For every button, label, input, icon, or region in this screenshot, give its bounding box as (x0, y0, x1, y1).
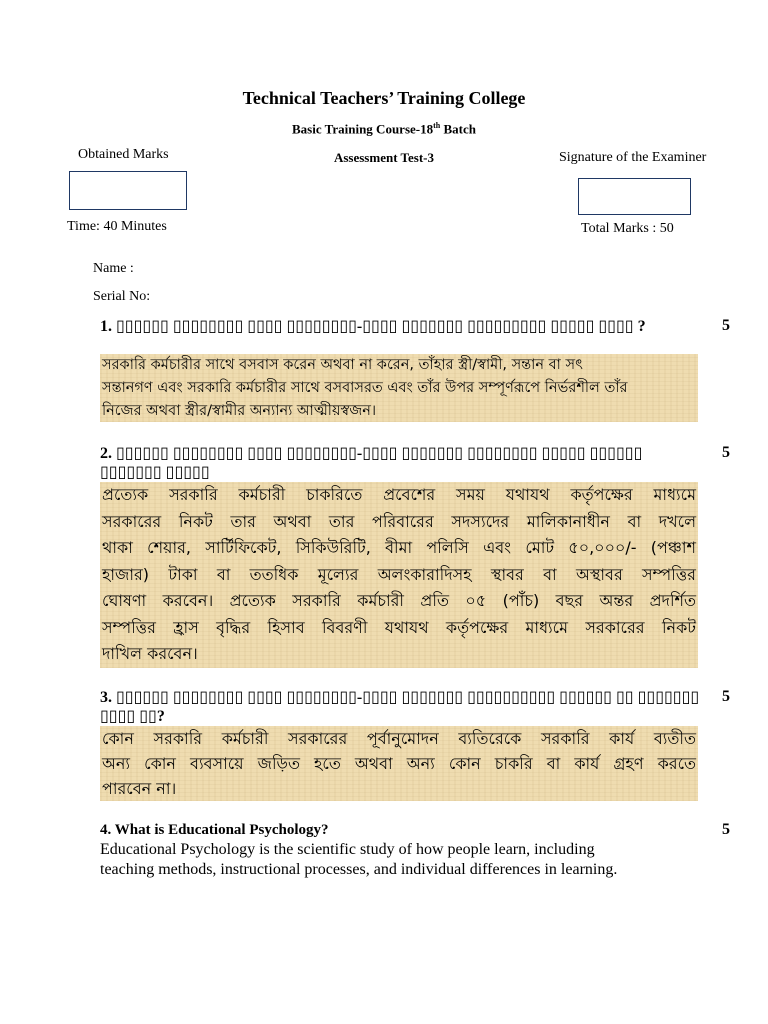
question-prompt: What is Educational Psychology? (114, 822, 329, 838)
answer-line: দাখিল করবেন। (102, 644, 198, 663)
answer-line: অন্য কোন ব্যবসায়ে জড়িত হতে অথবা অন্য কোন চাকরি বা কার্য গ্রহণ করতে (102, 754, 696, 773)
answer-line: কোন সরকারি কর্মচারী সরকারের পূর্বানুমোদন ব্যতিরেকে সরকারি কার্য ব্যতীত (102, 729, 696, 748)
obtained-marks-box[interactable] (69, 171, 187, 210)
answer-line: প্রত্যেক সরকারি কর্মচারী চাকরিতে প্রবেশের সময় যথাযথ কর্তৃপক্ষের মাধ্যমে (102, 485, 696, 504)
course-subtitle (0, 121, 768, 137)
question-4-marks: 5 (722, 821, 730, 838)
question-3-answer (100, 726, 698, 801)
name-label: Name : (93, 261, 134, 276)
question-3-marks: 5 (722, 688, 730, 705)
answer-line: Educational Psychology is the scientific study of how people learn, including (100, 841, 595, 858)
question-number: 1. (100, 318, 112, 335)
answer-line: পারবেন না। (102, 779, 177, 798)
batch-text: Batch (440, 121, 476, 137)
time-label: Time: 40 Minutes (67, 219, 167, 234)
answer-line: সম্পত্তির হ্রাস বৃদ্ধির হিসাব বিবরণী যথাযথ কর্তৃপক্ষের মাধ্যমে সরকারের নিকট (102, 617, 696, 637)
question-prompt: ▯▯▯▯▯▯ ▯▯▯▯▯▯▯▯ ▯▯▯▯ ▯▯▯▯▯▯▯▯-▯▯▯▯ ▯▯▯▯▯▯▯ ▯▯▯▯▯▯▯▯▯▯ ▯▯▯▯▯▯ ▯▯ ▯▯▯▯▯▯▯ ▯▯▯▯ ▯▯? (100, 689, 700, 725)
serial-label: Serial No: (93, 289, 151, 304)
answer-line: সন্তানগণ এবং সরকারি কর্মচারীর সাথে বসবাসরত এবং তাঁর উপর সম্পূর্ণরূপে নির্ভরশীল তাঁর (102, 380, 628, 396)
answer-line: teaching methods, instructional processes, and individual differences in learning. (100, 861, 618, 878)
page-title: Technical Teachers’ Training College (242, 88, 526, 108)
question-1-marks: 5 (722, 317, 730, 334)
question-2-marks: 5 (722, 444, 730, 461)
answer-line: হাজার) টাকা বা ততধিক মূল্যের অলংকারাদিসহ স্থাবর বা অস্থাবর সম্পত্তির (102, 564, 696, 584)
answer-line: থাকা শেয়ার, সার্টিফিকেট, সিকিউরিটি, বীমা পলিসি এবং মোট ৫০,০০০/- (পঞ্চাশ (102, 538, 696, 557)
course-name: Basic Training Course-18 (292, 121, 434, 137)
question-1-answer (100, 354, 698, 422)
question-number: 3. (100, 689, 112, 706)
answer-line: সরকারের নিকট তার অথবা তার পরিবারের সদস্যদের মালিকানাধীন বা দখলে (102, 511, 696, 531)
answer-line: সরকারি কর্মচারীর সাথে বসবাস করেন অথবা না করেন, তাঁহার স্ত্রী/স্বামী, সন্তান বা সৎ (102, 357, 583, 373)
question-prompt: ▯▯▯▯▯▯ ▯▯▯▯▯▯▯▯ ▯▯▯▯ ▯▯▯▯▯▯▯▯-▯▯▯▯ ▯▯▯▯▯▯▯ ▯▯▯▯▯▯▯▯ ▯▯▯▯▯ ▯▯▯▯▯▯ ▯▯▯▯▯▯▯ ▯▯▯▯▯ (100, 445, 643, 481)
total-marks-label: Total Marks : 50 (581, 221, 674, 236)
ordinal-suffix: th (433, 121, 441, 130)
question-4-answer (100, 840, 710, 880)
signature-box[interactable] (578, 178, 691, 215)
answer-line: নিজের অথবা স্ত্রীর/স্বামীর অন্যান্য আত্মীয়স্বজন। (102, 403, 377, 419)
question-3-text (100, 688, 700, 726)
question-1-text (100, 317, 700, 336)
obtained-marks-label: Obtained Marks (78, 147, 169, 162)
question-number: 4. (100, 822, 112, 838)
question-prompt: ▯▯▯▯▯▯ ▯▯▯▯▯▯▯▯ ▯▯▯▯ ▯▯▯▯▯▯▯▯-▯▯▯▯ ▯▯▯▯▯▯▯ ▯▯▯▯▯▯▯▯▯ ▯▯▯▯▯ ▯▯▯▯ ? (116, 318, 646, 335)
assessment-title: Assessment Test-3 (333, 150, 435, 165)
signature-label: Signature of the Examiner (559, 150, 707, 165)
question-2-text (100, 444, 700, 482)
answer-line: ঘোষণা করবেন। প্রত্যেক সরকারি কর্মচারী প্রতি ০৫ (পাঁচ) বছর অন্তর প্রদর্শিত (102, 591, 696, 610)
question-number: 2. (100, 445, 112, 462)
question-2-answer (100, 482, 698, 668)
question-4-text (100, 821, 700, 840)
